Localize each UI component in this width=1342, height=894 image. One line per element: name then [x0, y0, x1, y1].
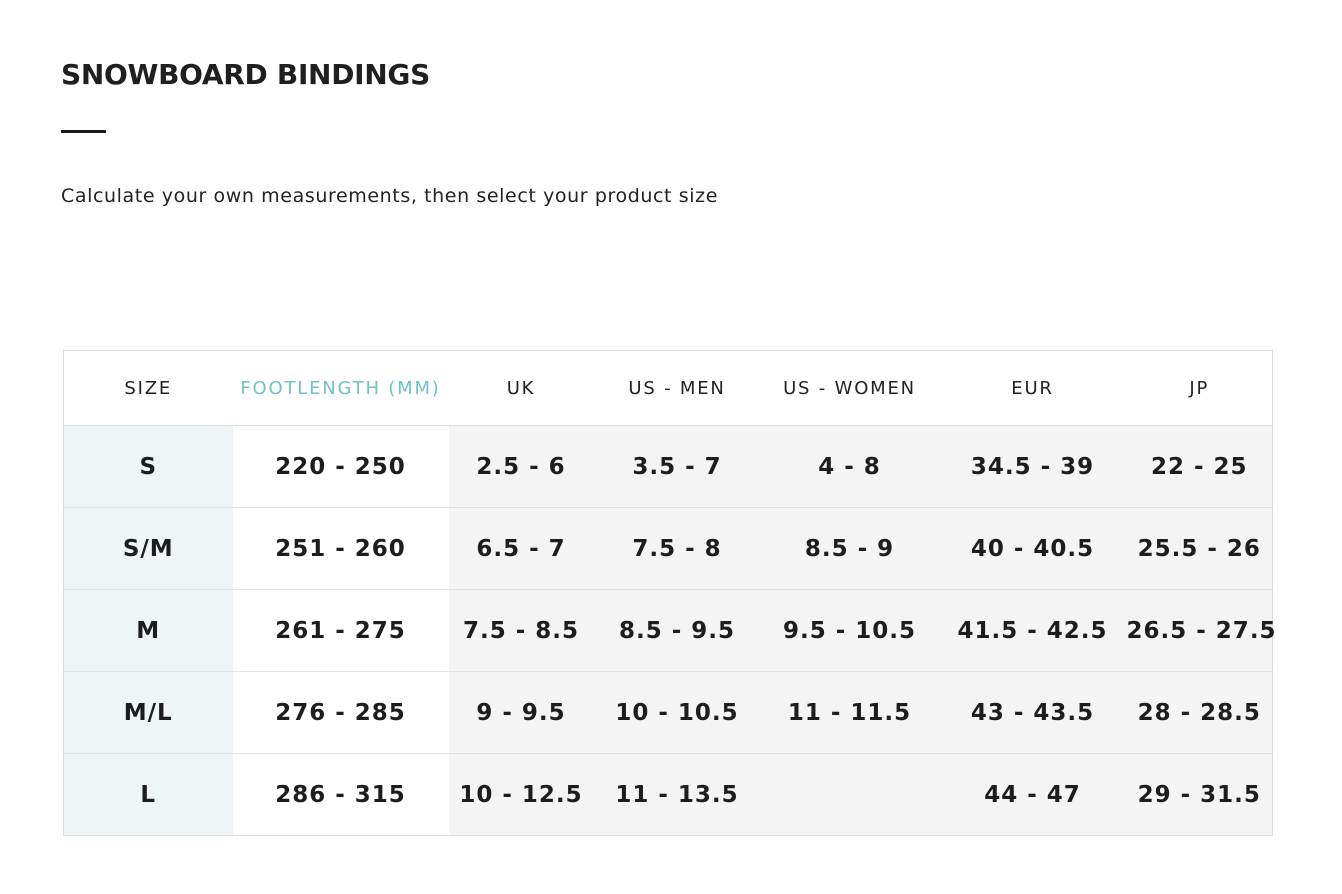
cell-us-men: 8.5 - 9.5 — [594, 590, 761, 672]
cell-us-women: 4 - 8 — [761, 426, 939, 508]
header-row — [64, 351, 1273, 426]
cell-uk: 6.5 - 7 — [449, 508, 594, 590]
cell-jp: 25.5 - 26 — [1127, 508, 1273, 590]
cell-size: S/M — [64, 508, 233, 590]
table-row — [64, 672, 1273, 754]
cell-eur: 41.5 - 42.5 — [939, 590, 1127, 672]
cell-footlength: 220 - 250 — [233, 426, 449, 508]
cell-us-men: 3.5 - 7 — [594, 426, 761, 508]
table-row — [64, 508, 1273, 590]
cell-size: M — [64, 590, 233, 672]
cell-size: L — [64, 754, 233, 836]
cell-eur: 40 - 40.5 — [939, 508, 1127, 590]
cell-jp: 22 - 25 — [1127, 426, 1273, 508]
cell-us-men: 7.5 - 8 — [594, 508, 761, 590]
cell-uk: 2.5 - 6 — [449, 426, 594, 508]
size-chart-header — [64, 351, 1273, 426]
cell-eur: 43 - 43.5 — [939, 672, 1127, 754]
cell-uk: 9 - 9.5 — [449, 672, 594, 754]
table-row — [64, 590, 1273, 672]
title-underline — [61, 130, 106, 133]
header-uk: UK — [449, 351, 594, 426]
cell-us-men: 10 - 10.5 — [594, 672, 761, 754]
cell-eur: 34.5 - 39 — [939, 426, 1127, 508]
cell-size: M/L — [64, 672, 233, 754]
table-row — [64, 426, 1273, 508]
page-subtitle: Calculate your own measurements, then select your product size — [61, 185, 718, 207]
cell-jp: 29 - 31.5 — [1127, 754, 1273, 836]
header-jp: JP — [1127, 351, 1273, 426]
cell-us-women: 9.5 - 10.5 — [761, 590, 939, 672]
cell-us-women — [761, 754, 939, 836]
header-eur: EUR — [939, 351, 1127, 426]
cell-jp: 26.5 - 27.5 — [1127, 590, 1273, 672]
cell-uk: 10 - 12.5 — [449, 754, 594, 836]
header-us-women: US - WOMEN — [761, 351, 939, 426]
cell-eur: 44 - 47 — [939, 754, 1127, 836]
cell-uk: 7.5 - 8.5 — [449, 590, 594, 672]
cell-footlength: 261 - 275 — [233, 590, 449, 672]
cell-us-men: 11 - 13.5 — [594, 754, 761, 836]
cell-us-women: 8.5 - 9 — [761, 508, 939, 590]
cell-jp: 28 - 28.5 — [1127, 672, 1273, 754]
cell-footlength: 286 - 315 — [233, 754, 449, 836]
table-row — [64, 754, 1273, 836]
header-us-men: US - MEN — [594, 351, 761, 426]
size-chart-table — [63, 350, 1277, 836]
header-size: SIZE — [64, 351, 233, 426]
size-chart-body — [64, 426, 1277, 836]
cell-footlength: 276 - 285 — [233, 672, 449, 754]
cell-size: S — [64, 426, 233, 508]
page-title: SNOWBOARD BINDINGS — [61, 58, 430, 91]
cell-footlength: 251 - 260 — [233, 508, 449, 590]
header-footlength: FOOTLENGTH (MM) — [233, 351, 449, 426]
cell-us-women: 11 - 11.5 — [761, 672, 939, 754]
